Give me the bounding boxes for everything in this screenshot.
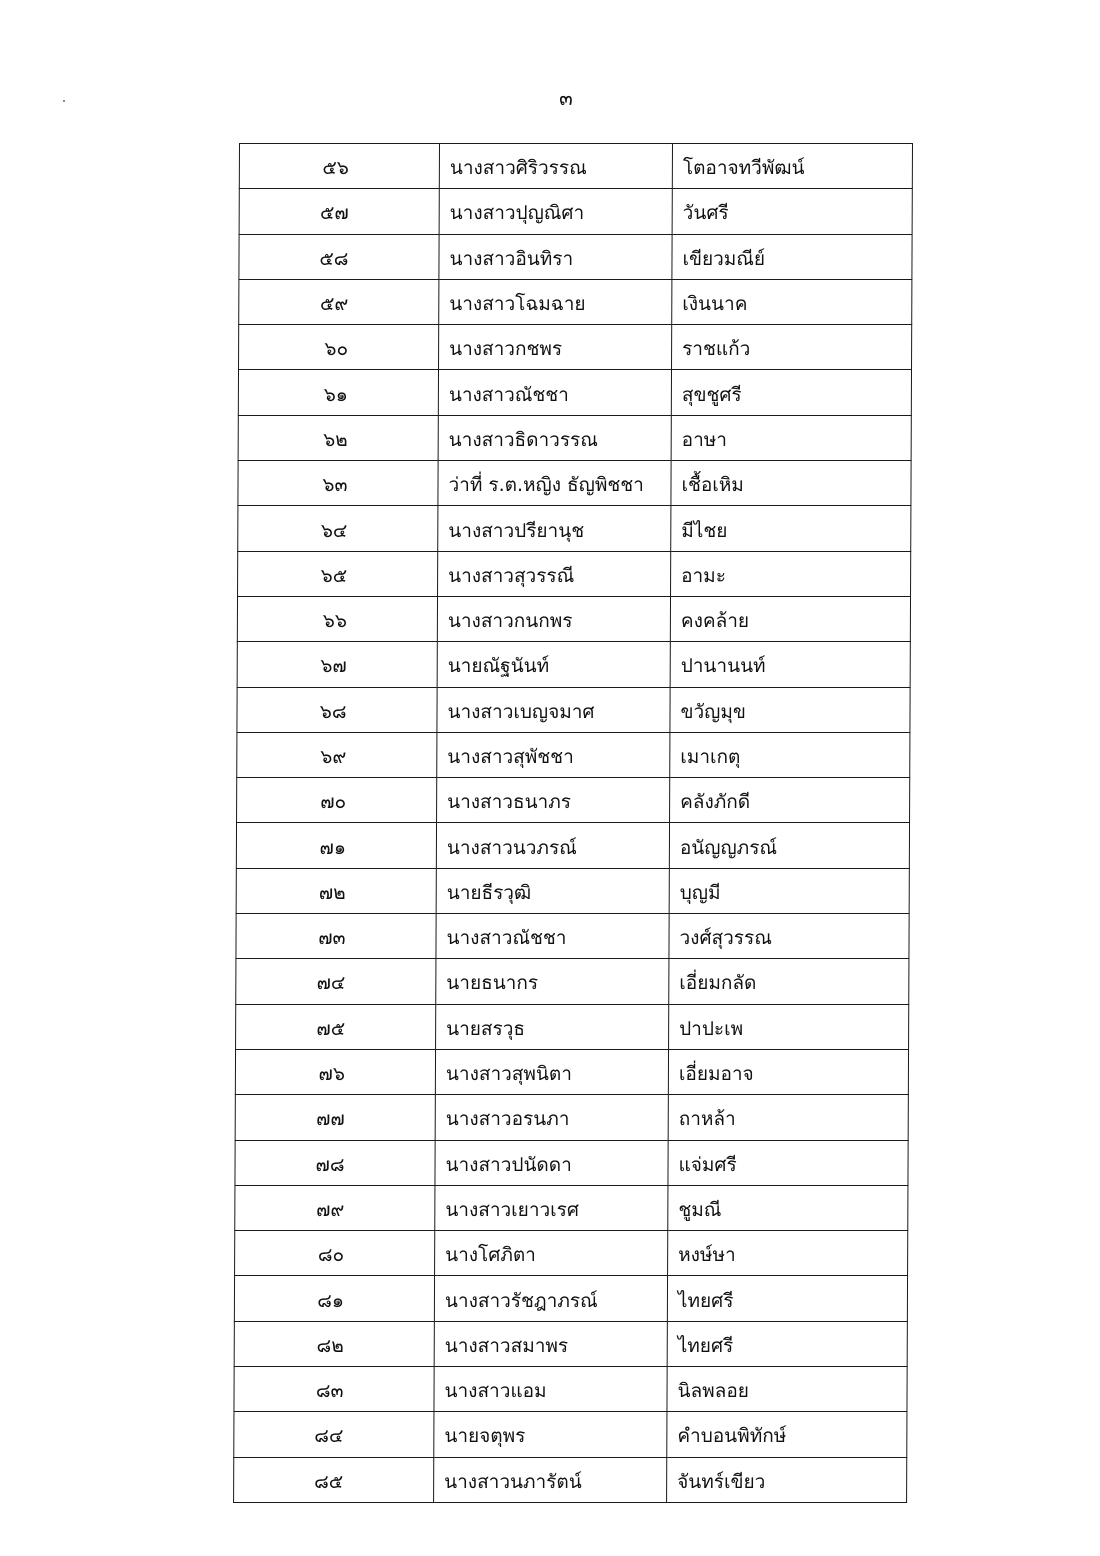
table-row <box>235 1185 908 1230</box>
row-number: ๖๓ <box>322 474 348 497</box>
table-row <box>235 1140 908 1185</box>
row-number: ๗๒ <box>318 881 346 904</box>
last-name-cell <box>672 279 912 324</box>
table-row <box>239 325 912 370</box>
first-name-cell <box>436 823 669 868</box>
row-number-cell <box>235 1095 435 1140</box>
table-row <box>236 1004 909 1049</box>
table-row <box>238 415 911 460</box>
row-number-cell <box>239 189 439 234</box>
row-number: ๕๘ <box>319 247 349 270</box>
first-name-cell <box>438 415 671 460</box>
row-number: ๖๑ <box>323 383 348 406</box>
row-number: ๘๐ <box>317 1244 345 1267</box>
table-row <box>236 914 909 959</box>
last-name: เอี่ยมอาจ <box>678 1063 754 1086</box>
row-number: ๘๕ <box>314 1470 344 1493</box>
table-row <box>239 279 912 324</box>
row-number-cell <box>236 914 436 959</box>
last-name: โตอาจทวีพัฒน์ <box>682 157 805 180</box>
first-name: นางสาวนวภรณ์ <box>446 836 577 859</box>
first-name: นางสาวณัชชา <box>448 383 569 406</box>
last-name: เมาเกตุ <box>680 746 741 768</box>
row-number-cell <box>236 868 436 913</box>
first-name: นางสาวอรนภา <box>445 1108 570 1131</box>
first-name-cell <box>439 189 672 234</box>
last-name: ขวัญมุข <box>680 700 746 723</box>
row-number: ๗๔ <box>316 972 346 995</box>
roster-table <box>233 143 913 1503</box>
first-name-cell <box>439 325 672 370</box>
last-name-cell <box>670 732 910 777</box>
first-name-cell <box>436 914 669 959</box>
last-name: เอี่ยมกลัด <box>679 972 757 995</box>
last-name-cell <box>672 234 912 279</box>
first-name: นายจตุพร <box>444 1425 526 1448</box>
last-name-cell <box>671 551 911 596</box>
row-number-cell <box>238 551 438 596</box>
last-name-cell <box>670 778 910 823</box>
first-name-cell <box>438 461 671 506</box>
first-name: นายธนากร <box>446 972 539 995</box>
row-number: ๘๑ <box>317 1289 344 1312</box>
first-name: นางสาวปุญณิศา <box>449 202 585 225</box>
row-number-cell <box>234 1412 434 1457</box>
first-name: นางสาวกนกพร <box>447 610 573 633</box>
first-name-cell <box>437 732 670 777</box>
row-number: ๖๒ <box>323 428 348 451</box>
last-name: นิลพลอย <box>677 1380 749 1403</box>
table-row <box>237 778 910 823</box>
row-number-cell <box>235 1231 435 1276</box>
first-name: นางสาวกชพร <box>449 338 563 361</box>
first-name: ว่าที่ ร.ต.หญิง ธัญพิชชา <box>448 474 644 497</box>
last-name-cell <box>669 914 909 959</box>
last-name-cell <box>670 642 910 687</box>
table-row <box>239 234 912 279</box>
last-name: คำบอนพิทักษ์ <box>677 1425 787 1448</box>
row-number-cell <box>234 1457 434 1502</box>
row-number-cell <box>234 1367 434 1412</box>
first-name-cell <box>436 959 669 1004</box>
first-name: นายณัฐนันท์ <box>447 655 550 678</box>
last-name-cell <box>671 370 911 415</box>
table-row <box>238 461 911 506</box>
last-name: อามะ <box>681 564 726 587</box>
row-number-cell <box>238 415 438 460</box>
table-row <box>234 1276 907 1321</box>
last-name-cell <box>669 823 909 868</box>
row-number-cell <box>238 461 438 506</box>
row-number: ๗๖ <box>318 1063 345 1086</box>
first-name-cell <box>434 1412 667 1457</box>
table-row <box>235 1049 908 1094</box>
table-row <box>235 1231 908 1276</box>
row-number-cell <box>236 959 436 1004</box>
table-row <box>236 868 909 913</box>
row-number-cell <box>238 370 438 415</box>
row-number: ๕๗ <box>319 202 349 225</box>
row-number-cell <box>237 687 437 732</box>
row-number: ๘๒ <box>316 1334 344 1357</box>
table-row <box>238 370 911 415</box>
table-row <box>234 1321 907 1366</box>
first-name: นางสาวเยาวเรศ <box>445 1198 579 1221</box>
first-name-cell <box>434 1457 667 1502</box>
first-name-cell <box>437 687 670 732</box>
last-name: ไทยศรี <box>677 1289 734 1312</box>
last-name-cell <box>668 1140 908 1185</box>
last-name-cell <box>671 415 911 460</box>
last-name: หงษ์ษา <box>678 1244 736 1267</box>
last-name: แจ่มศรี <box>678 1153 737 1176</box>
row-number: ๖๔ <box>320 519 348 542</box>
table-row <box>234 1412 907 1457</box>
last-name: ปาปะเพ <box>679 1017 744 1040</box>
row-number-cell <box>239 144 439 189</box>
row-number: ๗๐ <box>320 791 347 814</box>
last-name-cell <box>667 1457 907 1502</box>
last-name: คลังภักดี <box>680 791 751 814</box>
first-name: นางโศภิตา <box>445 1244 536 1267</box>
table-row <box>237 687 910 732</box>
first-name-cell <box>435 1185 668 1230</box>
row-number: ๖๕ <box>320 564 348 587</box>
table-row <box>239 144 912 189</box>
first-name: นายธีรวุฒิ <box>446 881 532 904</box>
last-name-cell <box>668 1095 908 1140</box>
first-name-cell <box>437 778 670 823</box>
last-name-cell <box>668 1049 908 1094</box>
last-name: วันศรี <box>682 202 729 225</box>
first-name-cell <box>437 596 670 641</box>
last-name: สุขชูศรี <box>681 383 742 406</box>
first-name: นางสาวณัชชา <box>446 927 567 950</box>
row-number: ๘๓ <box>315 1380 344 1403</box>
row-number: ๘๔ <box>314 1425 344 1448</box>
first-name: นายสรวุธ <box>446 1017 526 1040</box>
first-name: นางสาวธิดาวรรณ <box>448 428 598 451</box>
last-name: อาษา <box>681 428 728 451</box>
row-number-cell <box>239 234 439 279</box>
first-name-cell <box>435 1095 668 1140</box>
table-row <box>239 189 912 234</box>
row-number-cell <box>237 596 437 641</box>
row-number: ๗๘ <box>315 1153 345 1176</box>
last-name-cell <box>669 868 909 913</box>
last-name: เชื้อเหิม <box>681 474 744 497</box>
first-name: นางสาวนภารัตน์ <box>444 1470 582 1493</box>
last-name: บุญมี <box>679 881 721 904</box>
first-name: นางสาวสุพัชชา <box>447 746 574 768</box>
first-name: นางสาวสุวรรณี <box>448 564 575 587</box>
row-number-cell <box>236 1004 436 1049</box>
row-number: ๗๗ <box>316 1108 345 1131</box>
table-row <box>234 1367 907 1412</box>
first-name-cell <box>436 868 669 913</box>
page-number: ๓ <box>559 86 573 110</box>
row-number: ๗๙ <box>316 1198 345 1221</box>
first-name-cell <box>439 279 672 324</box>
first-name-cell <box>439 234 672 279</box>
last-name-cell <box>671 506 911 551</box>
first-name-cell <box>438 370 671 415</box>
first-name-cell <box>434 1367 667 1412</box>
first-name: นางสาวปนัดดา <box>445 1153 572 1176</box>
last-name-cell <box>670 596 910 641</box>
first-name-cell <box>435 1049 668 1094</box>
row-number-cell <box>238 506 438 551</box>
last-name-cell <box>672 189 912 234</box>
row-number-cell <box>234 1276 434 1321</box>
first-name: นางสาวสุพนิตา <box>445 1063 572 1086</box>
last-name: ราชแก้ว <box>682 338 751 361</box>
last-name-cell <box>669 1004 909 1049</box>
first-name-cell <box>439 144 672 189</box>
row-number-cell <box>237 732 437 777</box>
row-number-cell <box>235 1185 435 1230</box>
last-name-cell <box>672 144 912 189</box>
first-name-cell <box>438 551 671 596</box>
first-name: นางสาวปรียานุช <box>448 519 585 542</box>
last-name-cell <box>670 687 910 732</box>
row-number: ๕๙ <box>319 293 349 316</box>
row-number-cell <box>236 823 436 868</box>
row-number: ๖๙ <box>320 746 347 768</box>
table-row <box>237 642 910 687</box>
first-name-cell <box>434 1321 667 1366</box>
first-name: นางสาวเบญจมาศ <box>447 700 595 723</box>
row-number-cell <box>237 778 437 823</box>
last-name: เขียวมณีย์ <box>682 247 766 270</box>
last-name-cell <box>669 959 909 1004</box>
table-row <box>234 1457 907 1502</box>
first-name: นางสาวโฉมฉาย <box>449 293 586 316</box>
row-number-cell <box>237 642 437 687</box>
table-row <box>235 1095 908 1140</box>
first-name: นางสาวศิริวรรณ <box>449 157 587 180</box>
last-name: จันทร์เขียว <box>677 1470 766 1493</box>
last-name-cell <box>667 1412 907 1457</box>
row-number: ๗๕ <box>316 1017 346 1040</box>
last-name: ชูมณี <box>678 1198 722 1221</box>
table-row <box>237 732 910 777</box>
first-name: นางสาวธนาภร <box>447 791 572 814</box>
last-name-cell <box>668 1231 908 1276</box>
first-name-cell <box>435 1140 668 1185</box>
row-number-cell <box>239 279 439 324</box>
row-number: ๕๖ <box>322 157 349 180</box>
row-number: ๗๑ <box>319 836 346 859</box>
first-name-cell <box>434 1276 667 1321</box>
row-number-cell <box>235 1140 435 1185</box>
table-row <box>236 959 909 1004</box>
last-name: มีไชย <box>681 519 728 542</box>
last-name: คงคล้าย <box>680 610 750 633</box>
last-name-cell <box>671 461 911 506</box>
row-number: ๖๘ <box>319 700 347 723</box>
row-number: ๗๓ <box>318 927 346 950</box>
row-number: ๖๐ <box>324 338 349 361</box>
row-number-cell <box>239 325 439 370</box>
last-name-cell <box>667 1367 907 1412</box>
table-row <box>238 506 911 551</box>
table-row <box>237 596 910 641</box>
last-name-cell <box>667 1276 907 1321</box>
row-number-cell <box>234 1321 434 1366</box>
last-name-cell <box>672 325 912 370</box>
table-row <box>236 823 909 868</box>
first-name-cell <box>435 1231 668 1276</box>
last-name: ไทยศรี <box>677 1334 734 1357</box>
row-number-cell <box>235 1049 435 1094</box>
first-name: นางสาวสมาพร <box>444 1334 569 1357</box>
first-name: นางสาวแอม <box>444 1380 547 1403</box>
last-name: อนัญญภรณ์ <box>679 836 778 859</box>
first-name-cell <box>438 506 671 551</box>
last-name: ถาหล้า <box>678 1108 736 1131</box>
first-name-cell <box>436 1004 669 1049</box>
row-number: ๖๗ <box>320 655 347 678</box>
last-name: วงศ์สุวรรณ <box>679 927 772 950</box>
first-name: นางสาวอินทิรา <box>449 247 574 270</box>
first-name: นางสาวรัชฎาภรณ์ <box>444 1289 598 1312</box>
last-name-cell <box>668 1185 908 1230</box>
last-name: ปานานนท์ <box>680 655 766 678</box>
table-row <box>238 551 911 596</box>
first-name-cell <box>437 642 670 687</box>
last-name: เงินนาค <box>682 293 748 316</box>
roster-table-body <box>234 144 913 1503</box>
row-number: ๖๖ <box>322 610 347 633</box>
last-name-cell <box>667 1321 907 1366</box>
